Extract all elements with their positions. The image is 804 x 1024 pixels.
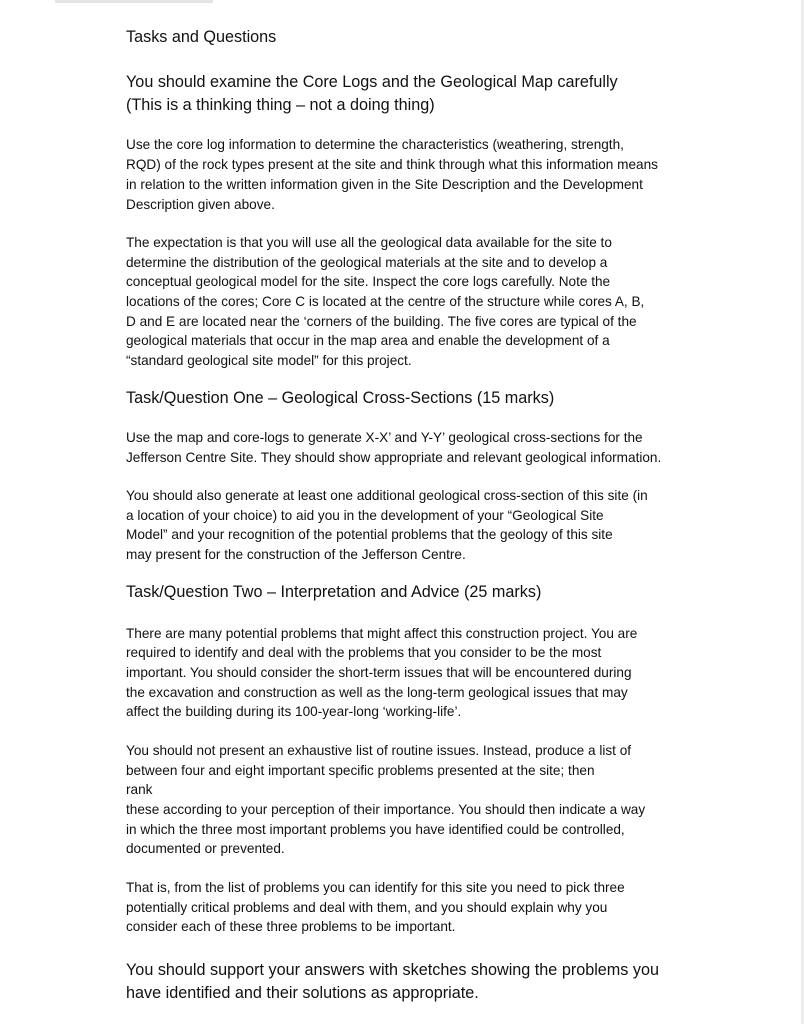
closing-line: You should support your answers with sketches showing the problems you — [126, 961, 659, 979]
text-line: Jefferson Centre Site. They should show appropriate and relevant geological information. — [126, 450, 662, 465]
text-line: important. You should consider the short-term issues that will be encountered during — [126, 665, 632, 680]
text-line: a location of your choice) to aid you in the development of your “Geological Site — [126, 508, 604, 523]
text-line: may present for the construction of the Jefferson Centre. — [126, 547, 466, 562]
text-line: RQD) of the rock types present at the site and think through what this information means — [126, 157, 658, 172]
text-line: consider each of these three problems to be important. — [126, 919, 456, 934]
task-one-heading: Task/Question One – Geological Cross-Sections (15 marks) — [126, 389, 555, 407]
text-line: conceptual geological model for the site. Inspect the core logs carefully. Note the — [126, 274, 611, 289]
text-line: documented or prevented. — [126, 841, 285, 856]
text-line: You should not present an exhaustive list of routine issues. Instead, produce a list of — [126, 743, 632, 758]
top-page-edge — [55, 0, 213, 3]
text-line: “standard geological site model” for this project. — [126, 353, 412, 368]
text-line: potentially critical problems and deal with them, and you should explain why you — [126, 900, 608, 915]
text-line: There are many potential problems that might affect this construction project. You are — [126, 626, 638, 641]
text-line: in relation to the written information given in the Site Description and the Development — [126, 177, 643, 192]
text-line: geological materials that occur in the map area and enable the development of a — [126, 333, 610, 348]
text-line: between four and eight important specific problems presented at the site; then — [126, 763, 595, 778]
intro-line: (This is a thinking thing – not a doing thing) — [126, 96, 435, 114]
text-line: Use the map and core-logs to generate X-X’ and Y-Y’ geological cross-sections for the — [126, 430, 643, 445]
text-line: That is, from the list of problems you can identify for this site you need to pick three — [126, 880, 625, 895]
text-line: Model” and your recognition of the potential problems that the geology of this site — [126, 527, 613, 542]
text-line: determine the distribution of the geological materials at the site and to develop a — [126, 255, 608, 270]
text-line: in which the three most important problems you have identified could be controlled, — [126, 822, 625, 837]
text-line: rank — [126, 782, 153, 797]
intro-line: You should examine the Core Logs and the Geological Map carefully — [126, 73, 618, 91]
text-line: D and E are located near the ‘corners of the building. The five cores are typical of the — [126, 314, 637, 329]
text-line: The expectation is that you will use all the geological data available for the site to — [126, 235, 612, 250]
task-two-heading: Task/Question Two – Interpretation and Advice (25 marks) — [126, 583, 542, 601]
text-line: Description given above. — [126, 197, 275, 212]
document-title: Tasks and Questions — [126, 28, 277, 46]
text-line: the excavation and construction as well as the long-term geological issues that may — [126, 685, 628, 700]
text-line: required to identify and deal with the problems that you consider to be the most — [126, 645, 602, 660]
text-line: these according to your perception of their importance. You should then indicate a way — [126, 802, 646, 817]
text-line: Use the core log information to determine the characteristics (weathering, strength, — [126, 137, 624, 152]
text-line: affect the building during its 100-year-long ‘working-life’. — [126, 704, 462, 719]
closing-line: have identified and their solutions as appropriate. — [126, 984, 479, 1002]
text-line: locations of the cores; Core C is located at the centre of the structure while cores A, B, — [126, 294, 645, 309]
text-line: You should also generate at least one additional geological cross-section of this site (in — [126, 488, 648, 503]
